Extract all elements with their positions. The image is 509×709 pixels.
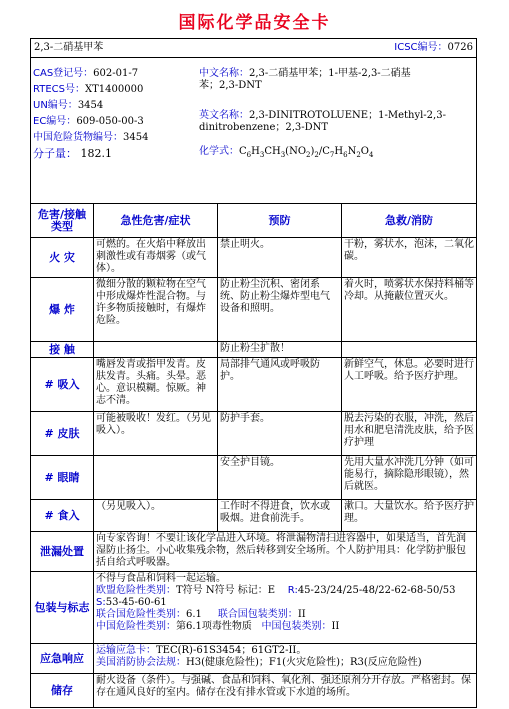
mw-line: 分子量： 182.1 [33, 147, 112, 160]
packaging-content [93, 572, 476, 643]
cas-line: CAS登记号：602-01-7 [33, 68, 139, 79]
zh-name-line2: 苯；2,3-DNT [199, 80, 262, 91]
identifiers-block [31, 58, 476, 204]
row-type-contact: 接 触 [49, 342, 75, 356]
aid-cell: 着火时，喷雾状水保持料桶等冷却。从掩蔽位置灭火。 [341, 278, 476, 341]
icsc-number: ICSC编号：0726 [394, 42, 473, 53]
row-type-inhalation: # 吸入 [44, 377, 80, 391]
packaging-note: 不得与食品和饲料一起运输。 [96, 573, 226, 584]
prevention-cell: 工作时不得进食，饮水或吸烟。进食前洗手。 [217, 500, 341, 531]
un-class-line: 联合国危险性类别：6.1 联合国包装类别：II [96, 609, 306, 620]
row-type-eyes: # 眼睛 [44, 470, 80, 484]
chemical-name: 2,3-二硝基甲苯 [34, 42, 104, 53]
packaging-label: 包装与标志 [34, 600, 90, 614]
hazard-cell [93, 456, 217, 499]
aid-cell: 漱口。大量饮水。给予医疗护理。 [341, 500, 476, 531]
hazard-cell [93, 342, 217, 357]
col-header-type: 危害/接触类型 [37, 207, 87, 233]
un-line: UN编号：3454 [33, 100, 104, 111]
aid-cell [341, 342, 476, 357]
table-row [31, 412, 476, 456]
en-name-line2: dinitrobenzene；2,3-DNT [199, 122, 329, 133]
transport-card-line: 运输应急卡：TEC(R)-61S3454；61GT2-II。 [96, 645, 307, 656]
cn-class-line: 中国危险性类别：第6.1项毒性物质 中国包装类别：II [96, 621, 340, 632]
prevention-cell: 防止粉尘沉积、密闭系统、防止粉尘爆炸型电气设备和照明。 [217, 278, 341, 341]
table-row [31, 456, 476, 500]
storage-row [31, 674, 476, 708]
row-type-skin: # 皮肤 [44, 426, 80, 440]
formula-line: 化学式：$C_6H_3CH_3(NO_2)_2/C_7H_6N_2O_4$ [199, 146, 374, 159]
prevention-cell: 防止粉尘扩散！ [217, 342, 341, 357]
col-header-prevention: 预防 [217, 204, 341, 237]
zh-name-line1: 中文名称：2,3-二硝基甲苯；1-甲基-2,3-二硝基 [199, 68, 411, 79]
leak-text: 向专家咨询！不要让该化学品进入环境。将泄漏物清扫进容器中，如果适当，首先润湿防止扬尘。小心收集残余物，然后转移到安全场所。个人防护用具：化学防护服包括自给式呼吸器。 [93, 532, 476, 571]
col-header-hazard: 急性危害/症状 [93, 204, 217, 237]
chemical-formula: $C_6H_3CH_3(NO_2)_2/C_7H_6N_2O_4$ [239, 146, 374, 159]
aid-cell: 新鲜空气，休息。必要时进行人工呼吸。给予医疗护理。 [341, 358, 476, 411]
nfpa-line: 美国消防协会法规：H3(健康危险性)；F1(火灾危险性)；R3(反应危险性) [96, 657, 422, 668]
table-row [31, 278, 476, 342]
emergency-content [93, 644, 476, 673]
hazard-cell: （另见吸入）。 [93, 500, 217, 531]
cn-number-line: 中国危险货物编号：3454 [33, 132, 149, 143]
page-title: 国际化学品安全卡 [178, 13, 331, 33]
prevention-cell: 局部排气通风或呼吸防护。 [217, 358, 341, 411]
aid-cell: 脱去污染的衣服，冲洗，然后用水和肥皂清洗皮肤，给予医疗护理 [341, 412, 476, 455]
table-row [31, 500, 476, 532]
aid-cell: 干粉，雾状水，泡沫，二氧化碳。 [341, 238, 476, 277]
emergency-label: 应急响应 [40, 651, 84, 665]
storage-label: 储存 [51, 684, 73, 697]
emergency-row [31, 644, 476, 674]
eu-class-line: 欧盟危险性类别：T符号 N符号 标记：E R:45-23/24/25-48/22-62-68-50/53 [96, 585, 456, 596]
table-header [31, 204, 476, 238]
table-row [31, 238, 476, 278]
row-type-ingestion: # 食入 [44, 508, 80, 522]
rtecs-line: RTECS号：XT1400000 [33, 84, 144, 95]
hazard-cell: 微细分散的颗粒物在空气中形成爆炸性混合物。与许多物质接触时，有爆炸危险。 [93, 278, 217, 341]
aid-cell: 先用大量水冲洗几分钟（如可能易行，摘除隐形眼镜），然后就医。 [341, 456, 476, 499]
safety-card [30, 38, 477, 708]
en-name-line1: 英文名称：2,3-DINITROTOLUENE；1-Methyl-2,3- [199, 110, 446, 121]
prevention-cell: 防护手套。 [217, 412, 341, 455]
row-type-fire: 火 灾 [49, 250, 75, 264]
table-row [31, 358, 476, 412]
name-row [31, 39, 476, 58]
table-row [31, 342, 476, 358]
ec-line: EC编号：609-050-00-3 [33, 116, 144, 127]
s-phrase-line: S:53-45-60-61 [96, 597, 167, 608]
packaging-row [31, 572, 476, 644]
prevention-cell: 禁止明火。 [217, 238, 341, 277]
leak-label: 泄漏处置 [40, 544, 84, 558]
hazard-cell: 可燃的。在火焰中释放出刺激性或有毒烟雾（或气体）。 [93, 238, 217, 277]
row-type-explosion: 爆 炸 [49, 302, 75, 316]
leak-row [31, 532, 476, 572]
storage-text: 耐火设备（条件）。与强碱、食品和饲料、氧化剂、强还原剂分开存放。严格密封。保存在通风良好的室内。储存在没有排水管或下水道的场所。 [93, 674, 476, 708]
hazard-cell: 可能被吸收！发红。（另见吸入）。 [93, 412, 217, 455]
prevention-cell: 安全护目镜。 [217, 456, 341, 499]
col-header-aid: 急救/消防 [341, 204, 476, 237]
hazard-cell: 嘴唇发青或指甲发青。皮肤发青。头痛。头晕。恶心。意识模糊。惊厥。神志不清。 [93, 358, 217, 411]
